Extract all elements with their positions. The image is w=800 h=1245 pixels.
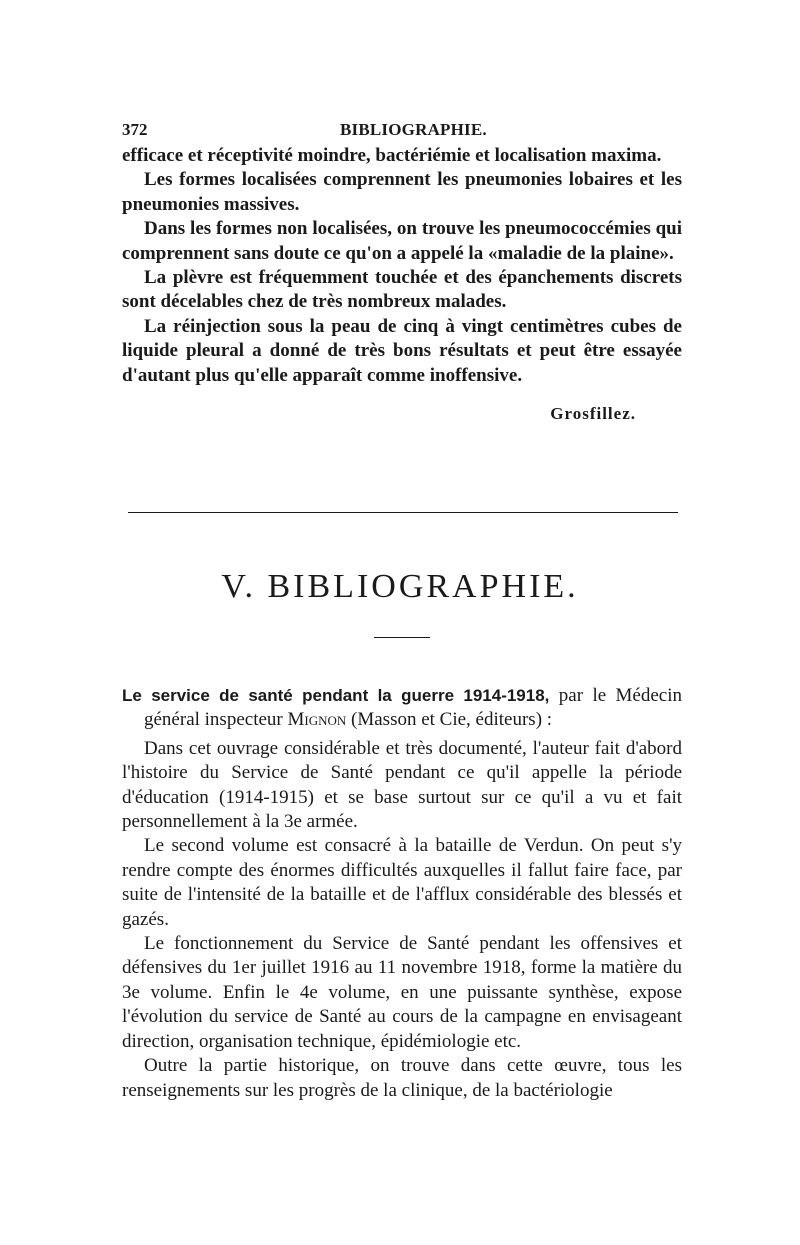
article-paragraph: La plèvre est fréquemment touchée et des épanchements discrets sont décelables chez de très nombreux malades. — [122, 267, 682, 313]
review-publisher: (Masson et Cie, éditeurs) : — [351, 709, 553, 731]
running-title: BIBLIOGRAPHIE. — [340, 120, 487, 139]
review-paragraph: Le fonctionnement du Service de Santé pendant les offensives et défensives du 1er juillet 1916 au 11 novembre 1918, forme la matière du 3e volume. Enfin le 4e volume, en une puissante synthèse, expose l'évolution du service de Santé au cours de la campagne en envisageant direction, organisation technique, épidémiologie etc. — [122, 933, 682, 1052]
review-paragraph: Le second volume est consacré à la bataille de Verdun. On peut s'y rendre compte des énormes difficultés auxquelles il fallut faire face, par suite de l'intensité de la bataille et de l'afflux considérable des blessés et gazés. — [122, 835, 682, 930]
article-paragraph: Les formes localisées comprennent les pneumonies lobaires et les pneumonies massives. — [122, 169, 682, 215]
review-paragraph: Outre la partie historique, on trouve dans cette œuvre, tous les renseignements sur les progrès de la clinique, de la bactériologie — [122, 1055, 682, 1101]
review-author: Mignon — [287, 709, 347, 731]
running-head — [122, 116, 682, 144]
section-divider — [128, 512, 678, 513]
title-underline — [374, 637, 430, 638]
book-review — [122, 684, 682, 1103]
signature-text: Grosfillez. — [550, 404, 636, 424]
page-content — [122, 116, 682, 424]
review-citation — [122, 684, 682, 733]
book-title: Le service de santé pendant la guerre 1914-1918, — [122, 686, 550, 705]
review-paragraph: Dans cet ouvrage considérable et très documenté, l'auteur fait d'abord l'histoire du Service de Santé pendant ce qu'il appelle la période d'éducation (1914-1915) et se base surtout sur ce qu'il a vu et fait personnellement à la 3e armée. — [122, 737, 682, 833]
review-by: par le Médecin général inspecteur — [144, 685, 683, 731]
page-number: 372 — [122, 120, 148, 139]
author-signature — [122, 404, 682, 424]
section-title: V. BIBLIOGRAPHIE. — [221, 568, 579, 605]
article-paragraph: La réinjection sous la peau de cinq à vingt centimètres cubes de liquide pleural a donné de très bons résultats et peut être essayée d'autant plus qu'elle apparaît comme inoffensive. — [122, 315, 682, 386]
article-paragraph: efficace et réceptivité moindre, bactériémie et localisation maxima. — [122, 145, 662, 166]
article-paragraph: Dans les formes non localisées, on trouve les pneumococcémies qui comprennent sans doute ce qu'on a appelé la «maladie de la plaine». — [122, 218, 682, 264]
